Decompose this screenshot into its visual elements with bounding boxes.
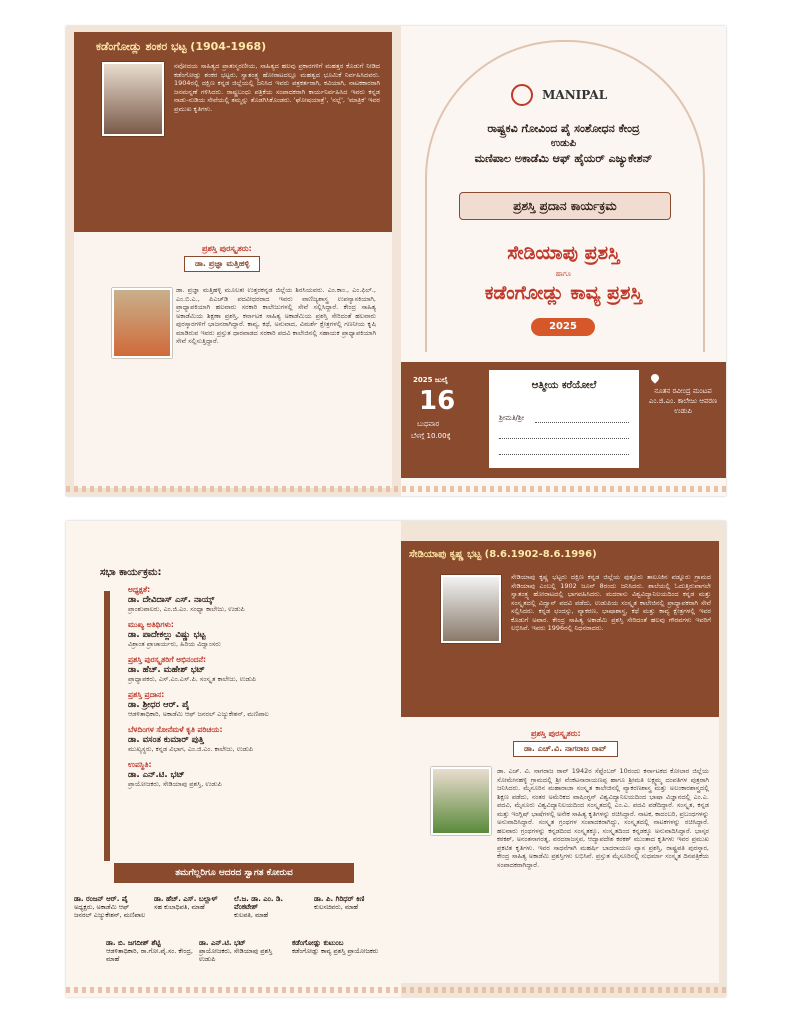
org-line-3: ಮಣಿಪಾಲ ಅಕಾಡೆಮಿ ಆಫ್ ಹೈಯರ್ ಎಜ್ಯುಕೇಶನ್	[474, 152, 653, 165]
program-entry-desc: ಪ್ರಾಂಶುಪಾಲರು, ಎಂ.ಜಿ.ಎಂ. ಸಂಧ್ಯಾ ಕಾಲೇಜು, ಉಡುಪಿ	[128, 605, 245, 613]
program-entry	[128, 725, 388, 754]
host-name: ಡಾ. ಬಿ. ಜಗದೀಶ್ ಶೆಟ್ಟಿ	[106, 939, 161, 947]
invitation-sheet-front	[66, 26, 726, 496]
date-year: 2025 ಜುಲೈ	[413, 376, 448, 384]
program-entry-role: ಪ್ರಶಸ್ತಿ ಪ್ರದಾನ:	[128, 690, 165, 699]
program-entry-name: ಡಾ. ದೇವಿದಾಸ್ ಎಸ್. ನಾಯ್ಕ್	[128, 595, 215, 605]
sediyapu-portrait	[441, 575, 501, 643]
sediyapu-bio-box	[401, 541, 719, 717]
host-desc: ಪ್ರಾಯೋಜಕರು, ಸೇಡಿಯಾಪು ಪ್ರಶಸ್ತಿ ಉಡುಪಿ	[199, 947, 273, 963]
award-title-2: ಕಡೆಂಗೋಡ್ಲು ಕಾವ್ಯ ಪ್ರಶಸ್ತಿ	[484, 282, 643, 304]
kadengodlu-portrait	[102, 62, 164, 136]
host-name: ಡಾ. ಪಿ. ಗಿರಿಧರ್ ಕಿಣಿ	[314, 895, 365, 903]
manipal-logo-text: MANIPAL	[542, 88, 608, 102]
sediyapu-header: ಸೇಡಿಯಾಪು ಕೃಷ್ಣ ಭಟ್ಟ (8.6.1902-8.6.1996)	[409, 549, 597, 560]
host-desc: ಕಡೆಂಗೋಡ್ಲು ಕಾವ್ಯ ಪ್ರಶಸ್ತಿ ಪ್ರಾಯೋಜಕರು	[292, 947, 379, 955]
host-entry	[199, 939, 286, 963]
invite-title: ಆತ್ಮೀಯ ಕರೆಯೋಲೆ	[531, 380, 597, 391]
nagaraja-box	[401, 717, 719, 983]
org-line-1: ರಾಷ್ಟ್ರಕವಿ ಗೋವಿಂದ ಪೈ ಸಂಶೋಧನ ಕೇಂದ್ರ	[487, 122, 640, 135]
program-bar	[104, 591, 110, 861]
addressee-line-1	[535, 422, 629, 423]
invite-card	[489, 370, 639, 468]
prajna-bio: ಡಾ. ಪ್ರಜ್ಞಾ ಮತ್ತಿಹಳ್ಳಿ ಮೂಲತಃ ಉತ್ತರಕನ್ನಡ ಜಿಲ್ಲೆಯ ಶಿರಸಿಯವರು. ಎಂ.ಕಾಂ., ಎಂ.ಫಿಲ್., ಎಂ.ಬಿ.ಎ., ಪಿಎಚ್‌ಡಿ ಪದವೀಧರರಾದ ಇವರು ವಾಣಿಜ್ಯಶಾಸ್ತ್ರ ಉಪನ್ಯಾಸಕಿಯಾಗಿ, ಪ್ರಾಧ್ಯಾಪಕಿಯಾಗಿ ಹಲವಾರು ಸರಕಾರಿ ಕಾಲೇಜುಗಳಲ್ಲಿ ಸೇವೆ ಸಲ್ಲಿಸಿದ್ದಾರೆ. ಕೇಂದ್ರ ಸಾಹಿತ್ಯ ಅಕಾಡೆಮಿಯ ಶಿಕ್ಷಣಾ ಪ್ರಶಸ್ತಿ, ಕರ್ನಾಟಕ ಸಾಹಿತ್ಯ ಅಕಾಡೆಮಿಯ ಪ್ರಶಸ್ತಿ ಸೇರಿದಂತೆ ಹಲವಾರು ಪುರಸ್ಕಾರಗಳಿಗೆ ಭಾಜನರಾಗಿದ್ದಾರೆ. ಕಾವ್ಯ, ಕಥೆ, ಅನುವಾದ, ವಿಮರ್ಶೆ ಕ್ಷೇತ್ರಗಳಲ್ಲಿ ಗಣನೀಯ ಕೃಷಿ ಮಾಡಿರುವ ಇವರು ಪ್ರಸ್ತುತ ಧಾರವಾಡದ ಸರಕಾರಿ ಪದವಿ ಕಾಲೇಜಿನಲ್ಲಿ ಸಹಾಯಕ ಪ್ರಾಧ್ಯಾಪಕಿಯಾಗಿ ಸೇವೆ ಸಲ್ಲಿಸುತ್ತಿದ್ದಾರೆ.	[176, 286, 376, 345]
program-list	[128, 585, 388, 795]
date-time: ಬೆಳಗ್ಗೆ 10.00ಕ್ಕೆ	[411, 432, 451, 440]
program-entry-desc: ಮುಖ್ಯಸ್ಥರು, ಕನ್ನಡ ವಿಭಾಗ, ಎಂ.ಜಿ.ಎಂ. ಕಾಲೇಜು, ಉಡುಪಿ	[128, 745, 254, 753]
welcome-banner: ತಮಗೆಲ್ಲರಿಗೂ ಆದರದ ಸ್ವಾಗತ ಕೋರುವ	[114, 863, 354, 883]
invitation-sheet-inside	[66, 521, 726, 997]
nagaraja-award-label: ಪ್ರಶಸ್ತಿ ಪುರಸ್ಕೃತರು:	[531, 729, 581, 738]
prajna-portrait	[112, 288, 172, 358]
program-panel	[66, 521, 401, 997]
host-entry	[234, 895, 308, 919]
program-entry-desc: ವಿಶ್ರಾಂತ ಪ್ರಾಚಾರ್ಯರು, ಹಿರಿಯ ವಿದ್ವಾಂಸರು	[128, 640, 221, 648]
program-entry-role: ಉಪಸ್ಥಿತಿ:	[128, 760, 152, 769]
org-line-2: ಉಡುಪಿ	[550, 138, 577, 149]
emblem-icon	[511, 84, 533, 106]
manipal-logo	[511, 84, 631, 106]
nagaraja-name-tag: ಡಾ. ಎಚ್.ವಿ. ನಾಗರಾಜ ರಾವ್	[513, 741, 618, 757]
kadengodlu-bio: ನವೋದಯ ಸಾಹಿತ್ಯದ ಪ್ರಾತಃಸ್ಮರಣೀಯ, ಸಾಹಿತ್ಯದ ಹಲವು ಪ್ರಕಾರಗಳಿಗೆ ಮಹತ್ತರ ಕೊಡುಗೆ ನೀಡಿದ ಕಡೆಂಗೋಡ್ಲು ಶಂಕರ ಭಟ್ಟರು, ಸ್ವಾತಂತ್ರ್ಯ ಹೋರಾಟದಲ್ಲೂ ಮಹತ್ವದ ಭೂಮಿಕೆ ನಿರ್ವಹಿಸಿದವರು. 1904ರಲ್ಲಿ ದಕ್ಷಿಣ ಕನ್ನಡ ಜಿಲ್ಲೆಯಲ್ಲಿ ಜನಿಸಿದ ಇವರು ಪತ್ರಕರ್ತರಾಗಿ, ಕವಿಯಾಗಿ, ನಾಟಕಕಾರರಾಗಿ ಜನಮನ್ನಣೆ ಗಳಿಸಿದರು. ರಾಷ್ಟ್ರಬಂಧು ಪತ್ರಿಕೆಯ ಸಂಪಾದಕರಾಗಿ ಕಾರ್ಯನಿರ್ವಹಿಸಿದ ಇವರು ಕನ್ನಡ ನಾಡು-ನುಡಿಯ ಸೇವೆಯಲ್ಲಿ ತಮ್ಮನ್ನು ತೊಡಗಿಸಿಕೊಂಡರು. 'ಘೋಷಯಾತ್ರೆ', 'ನಲ್ಲೆ', 'ಮಾತ್ರಿಕ' ಇವರ ಪ್ರಮುಖ ಕೃತಿಗಳು.	[174, 62, 380, 113]
nagaraja-portrait	[431, 767, 491, 835]
host-name: ಲೆ.ಜ. ಡಾ. ಎಂ. ಡಿ. ವೆಂಕಟೇಶ್	[234, 895, 284, 911]
sediyapu-panel	[401, 521, 726, 997]
venue: ನೂತನ ರವೀಂದ್ರ ಮಂಟಪ ಎಂ.ಜಿ.ಎಂ. ಕಾಲೇಜು ಆವರಣ ಉಡುಪಿ	[648, 387, 718, 415]
program-entry	[128, 585, 388, 614]
program-entry-name: ಡಾ. ಹೆಚ್. ಮಹೇಶ್ ಭಟ್	[128, 665, 205, 675]
location-pin-icon	[649, 372, 660, 383]
year-badge: 2025	[531, 318, 595, 336]
host-desc: ಕುಲಪತಿ, ಮಾಹೆ	[234, 911, 269, 919]
program-entry-name: ಡಾ. ಶ್ರೀಧರ ಆರ್. ಪೈ	[128, 700, 190, 710]
addressee-line-3	[499, 454, 629, 455]
program-banner: ಪ್ರಶಸ್ತಿ ಪ್ರದಾನ ಕಾರ್ಯಕ್ರಮ	[459, 192, 671, 220]
prajna-name-tag: ಡಾ. ಪ್ರಜ್ಞಾ ಮತ್ತಿಹಳ್ಳಿ	[184, 256, 260, 272]
addressee-label: ಶ್ರೀಮತಿ/ಶ್ರೀ	[499, 414, 525, 422]
details-band	[401, 362, 726, 478]
program-heading: ಸಭಾ ಕಾರ್ಯಕ್ರಮ:	[100, 567, 162, 578]
host-desc: ಕುಲಸಚಿವರು, ಮಾಹೆ	[314, 903, 359, 911]
kadengodlu-panel	[66, 26, 401, 496]
border-pattern	[66, 486, 726, 492]
host-name: ಕಡೆಂಗೋಡ್ಲು ಕುಟುಂಬ	[292, 939, 344, 947]
hosts-row-2	[106, 939, 386, 975]
nagaraja-bio: ಡಾ. ಎಚ್. ವಿ. ನಾಗರಾಜ ರಾವ್ 1942ರ ಸೆಪ್ಟೆಂಬರ್ 10ರಂದು ಕರ್ನಾಟಕದ ಕೋಲಾರ ಜಿಲ್ಲೆಯ ಸೋಮೇನಹಳ್ಳಿ ಗ್ರಾಮದಲ್ಲಿ ಶ್ರೀ ವೆಂಕಟನಾರಾಯಣಪ್ಪ ಹಾಗೂ ಶ್ರೀಮತಿ ಲಕ್ಷ್ಮಮ್ಮ ದಂಪತಿಗಳ ಪುತ್ರರಾಗಿ ಜನಿಸಿದರು. ಮೈಸೂರಿನ ಮಹಾರಾಜಾ ಸಂಸ್ಕೃತ ಕಾಲೇಜಿನಲ್ಲಿ ವ್ಯಾಕರಣಶಾಸ್ತ್ರ ಮತ್ತು ಅಲಂಕಾರಶಾಸ್ತ್ರದಲ್ಲಿ ಶಿಕ್ಷಣ ಪಡೆದು, ನಂತರ ಅಮೆರಿಕದ ವಾಷಿಂಗ್ಟನ್ ವಿಶ್ವವಿದ್ಯಾನಿಲಯದಿಂದ ಭಾಷಾ ವಿಜ್ಞಾನದಲ್ಲಿ ಎಂ.ಎ. ಪದವಿ, ಮೈಸೂರು ವಿಶ್ವವಿದ್ಯಾನಿಲಯದಿಂದ ಸಂಸ್ಕೃತದಲ್ಲಿ ಎಂ.ಎ. ಪದವಿ ಪಡೆದಿದ್ದಾರೆ. ಸಂಸ್ಕೃತ, ಕನ್ನಡ ಮತ್ತು ಇಂಗ್ಲಿಷ್ ಭಾಷೆಗಳಲ್ಲಿ ಅನೇಕ ಸಾಹಿತ್ಯ ಕೃತಿಗಳನ್ನು ರಚಿಸಿದ್ದಾರೆ. ನಾಟಕ, ಕಾದಂಬರಿ, ಪ್ರಬಂಧಗಳನ್ನು ಅನುವಾದಿಸಿದ್ದಾರೆ. ಸಂಸ್ಕೃತ ಗ್ರಂಥಗಳ ಸಂಪಾದಕರಾಗಿದ್ದು, ಸಂಸ್ಕೃತದಲ್ಲಿ ನಾಟಕಗಳನ್ನು ರಚಿಸಿದ್ದಾರೆ. ಹಲವಾರು ಗ್ರಂಥಗಳನ್ನು ಕನ್ನಡದಿಂದ ಸಂಸ್ಕೃತಕ್ಕೂ, ಸಂಸ್ಕೃತದಿಂದ ಕನ್ನಡಕ್ಕೂ ಅನುವಾದಿಸಿದ್ದಾರೆ. ಭಾಸ್ಕರ ಕಠಕಶ್, ಅನಂತನಾಗರತ್ನ, ವರದರಾಜಸ್ತವ, ಆದ್ಯಾಪದೇಶ ಕಠಕಶ್ ಮುಂತಾದ ಕೃತಿಗಳು ಇವರ ಪ್ರಮುಖ ಪ್ರಕಟಿತ ಕೃತಿಗಳು. ಇವರ ಸಾಧನೆಗಾಗಿ ಮಹರ್ಷಿ ಬಾದರಾಯಣ ವ್ಯಾಸ ಪ್ರಶಸ್ತಿ, ರಾಷ್ಟ್ರಪತಿ ಪುರಸ್ಕಾರ, ಕೇಂದ್ರ ಸಾಹಿತ್ಯ ಅಕಾಡೆಮಿ ಪ್ರಶಸ್ತಿಗಳು ಲಭಿಸಿವೆ. ಪ್ರಸ್ತುತ ಮೈಸೂರಿನಲ್ಲಿ ಸುಧರ್ಮಾ ಸಂಸ್ಕೃತ ದಿನಪತ್ರಿಕೆಯ ಸಂಪಾದಕರಾಗಿದ್ದಾರೆ.	[497, 767, 709, 869]
kadengodlu-header: ಕಡೆಂಗೋಡ್ಲು ಶಂಕರ ಭಟ್ಟ (1904-1968)	[96, 40, 267, 53]
program-entry	[128, 760, 388, 789]
prajna-box	[74, 232, 392, 488]
addressee-line-2	[499, 438, 629, 439]
program-entry	[128, 655, 388, 684]
prajna-award-label: ಪ್ರಶಸ್ತಿ ಪುರಸ್ಕೃತರು:	[202, 244, 252, 253]
program-entry-role: ಮುಖ್ಯ ಅತಿಥಿಗಳು:	[128, 620, 174, 629]
program-entry	[128, 690, 388, 719]
host-entry	[314, 895, 388, 911]
host-desc: ಆಡಳಿತಾಧಿಕಾರಿ, ರಾ.ಗೋ.ಪೈ.ಸಂ. ಕೇಂದ್ರ, ಮಾಹೆ	[106, 947, 193, 963]
host-name: ಡಾ. ಹೆಚ್. ಎಸ್. ಬಲ್ಲಾಳ್	[154, 895, 218, 903]
host-entry	[292, 939, 379, 955]
program-entry-desc: ಪ್ರಾಯೋಜಕರು, ಸೇಡಿಯಾಪು ಪ್ರಶಸ್ತಿ, ಉಡುಪಿ	[128, 780, 222, 788]
program-entry-role: ಪ್ರಶಸ್ತಿ ಪುರಸ್ಕೃತರಿಗೆ ಅಭಿನಂದನೆ:	[128, 655, 206, 664]
hosts-row-1	[74, 895, 394, 931]
program-entry-name: ಡಾ. ಎನ್.ಟಿ. ಭಟ್	[128, 770, 185, 780]
program-entry	[128, 620, 388, 649]
host-name: ಡಾ. ರಂಜನ್ ಆರ್. ಪೈ	[74, 895, 128, 903]
host-entry	[154, 895, 228, 911]
host-desc: ಸಹ ಕುಲಾಧಿಪತಿ, ಮಾಹೆ	[154, 903, 205, 911]
host-entry	[74, 895, 148, 919]
kadengodlu-bio-box	[74, 32, 392, 232]
date-day: 16	[419, 386, 456, 416]
sediyapu-bio: ಸೇಡಿಯಾಪು ಕೃಷ್ಣ ಭಟ್ಟರು ದಕ್ಷಿಣ ಕನ್ನಡ ಜಿಲ್ಲೆಯ ಪುತ್ತೂರು ತಾಲೂಕಿನ ಪಡ್ನೂರು ಗ್ರಾಮದ ಸೇಡಿಯಾಪು ಎಂಬಲ್ಲಿ 1902 ಜೂನ್ 8ರಂದು ಜನಿಸಿದರು. ಶಾಲೆಯಲ್ಲಿ ಓದುತ್ತಿರುವಾಗಲೇ ಸ್ವಾತಂತ್ರ್ಯ ಹೋರಾಟದಲ್ಲಿ ಭಾಗವಹಿಸಿದರು. ಮದರಾಸು ವಿಶ್ವವಿದ್ಯಾನಿಲಯದಿಂದ ಕನ್ನಡ ಮತ್ತು ಸಂಸ್ಕೃತದಲ್ಲಿ ವಿದ್ವಾನ್ ಪದವಿ ಪಡೆದು, ಉಡುಪಿಯ ಸಂಸ್ಕೃತ ಕಾಲೇಜಿನಲ್ಲಿ ಪ್ರಾಧ್ಯಾಪಕರಾಗಿ ಸೇವೆ ಸಲ್ಲಿಸಿದರು. ಕನ್ನಡ ಛಂದಸ್ಸು, ವ್ಯಾಕರಣ, ಭಾಷಾಶಾಸ್ತ್ರ, ಕಥೆ ಮತ್ತು ಕಾವ್ಯ ಕ್ಷೇತ್ರಗಳಲ್ಲಿ ಇವರ ಕೊಡುಗೆ ಅಪಾರ. ಕೇಂದ್ರ ಸಾಹಿತ್ಯ ಅಕಾಡೆಮಿ ಪ್ರಶಸ್ತಿ ಸೇರಿದಂತೆ ಹಲವು ಗೌರವಗಳು ಇವರಿಗೆ ಲಭಿಸಿವೆ. ಇವರು 1996ರಲ್ಲಿ ನಿಧನರಾದರು.	[511, 573, 711, 632]
date-weekday: ಬುಧವಾರ	[417, 420, 440, 428]
award-and: ಹಾಗೂ	[555, 270, 572, 278]
program-entry-role: ಅಧ್ಯಕ್ಷತೆ:	[128, 585, 151, 594]
program-entry-desc: ಪ್ರಾಧ್ಯಾಪಕರು, ಎಸ್.ಎಂ.ಎಸ್.ಪಿ. ಸಂಸ್ಕೃತ ಕಾಲೇಜು, ಉಡುಪಿ	[128, 675, 257, 683]
program-entry-name: ಡಾ. ಪಾದೇಕಲ್ಲು ವಿಷ್ಣು ಭಟ್ಟ	[128, 630, 206, 640]
program-entry-role: ಬೆಳದಿಂಗಳ ಸೋನೆಮಳೆ ಕೃತಿ ಪರಿಚಯ:	[128, 725, 223, 734]
cover-panel	[401, 26, 726, 496]
award-title-1: ಸೇಡಿಯಾಪು ಪ್ರಶಸ್ತಿ	[507, 242, 620, 264]
border-pattern	[66, 987, 726, 993]
host-name: ಡಾ. ಎನ್.ಟಿ. ಭಟ್	[199, 939, 246, 947]
program-entry-desc: ಆಡಳಿತಾಧಿಕಾರಿ, ಅಕಾಡೆಮಿ ಆಫ್ ಜನರಲ್ ಎಜ್ಯುಕೇಶನ್, ಮಣಿಪಾಲ	[128, 710, 269, 718]
host-entry	[106, 939, 193, 963]
program-entry-name: ಡಾ. ವಸಂತ ಕುಮಾರ್ ಪುತ್ತಿ	[128, 735, 204, 745]
host-desc: ಅಧ್ಯಕ್ಷರು, ಅಕಾಡೆಮಿ ಆಫ್ ಜನರಲ್ ಎಜ್ಯುಕೇಶನ್, ಮಣಿಪಾಲ	[74, 903, 146, 919]
